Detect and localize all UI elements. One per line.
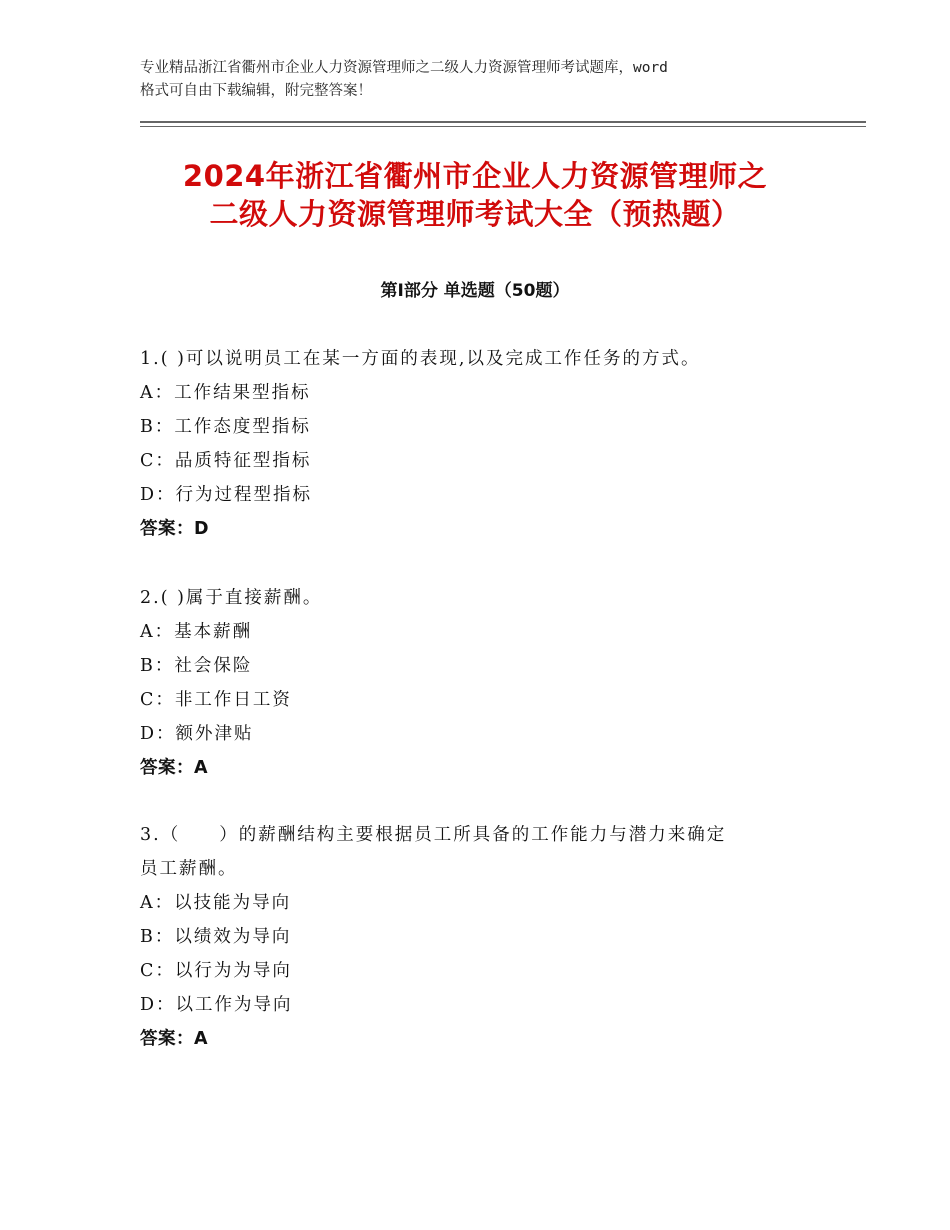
question-3-answer: 答案：A xyxy=(140,1029,209,1049)
question-1-text: 1.( )可以说明员工在某一方面的表现,以及完成工作任务的方式。 xyxy=(140,349,701,369)
question-2-text: 2.( )属于直接薪酬。 xyxy=(140,588,323,608)
document-title xyxy=(100,157,850,233)
question-1-option-a: A：工作结果型指标 xyxy=(140,383,311,403)
question-3-option-a: A：以技能为导向 xyxy=(140,893,292,913)
question-2-answer: 答案：A xyxy=(140,758,209,778)
header-note xyxy=(140,57,840,103)
header-note-line-2: 格式可自由下载编辑，附完整答案！ xyxy=(140,83,372,99)
question-1 xyxy=(140,342,820,546)
question-2-option-b: B：社会保险 xyxy=(140,656,253,676)
question-2-option-d: D：额外津贴 xyxy=(140,724,254,744)
question-3-option-c: C：以行为为导向 xyxy=(140,961,292,981)
header-divider-thin xyxy=(140,126,866,127)
question-2-option-a: A：基本薪酬 xyxy=(140,622,253,642)
question-3-option-b: B：以绩效为导向 xyxy=(140,927,292,947)
question-2-option-c: C：非工作日工资 xyxy=(140,690,292,710)
document-title-line-2: 二级人力资源管理师考试大全（预热题） xyxy=(209,197,741,231)
question-3-text: 3.（ ）的薪酬结构主要根据员工所具备的工作能力与潜力来确定 xyxy=(140,825,727,845)
document-title-line-1: 2024年浙江省衢州市企业人力资源管理师之 xyxy=(182,159,768,193)
header-divider-thick xyxy=(140,121,866,123)
header-note-line-1: 专业精品浙江省衢州市企业人力资源管理师之二级人力资源管理师考试题库，word xyxy=(140,60,668,76)
section-heading: 第Ⅰ部分 单选题（50题） xyxy=(380,281,570,301)
question-3-text-continued: 员工薪酬。 xyxy=(140,859,238,879)
question-2 xyxy=(140,581,820,785)
question-1-answer: 答案：D xyxy=(140,519,210,539)
question-3-option-d: D：以工作为导向 xyxy=(140,995,293,1015)
question-1-option-c: C：品质特征型指标 xyxy=(140,451,312,471)
question-1-option-b: B：工作态度型指标 xyxy=(140,417,311,437)
question-3 xyxy=(140,818,820,1056)
question-1-option-d: D：行为过程型指标 xyxy=(140,485,313,505)
